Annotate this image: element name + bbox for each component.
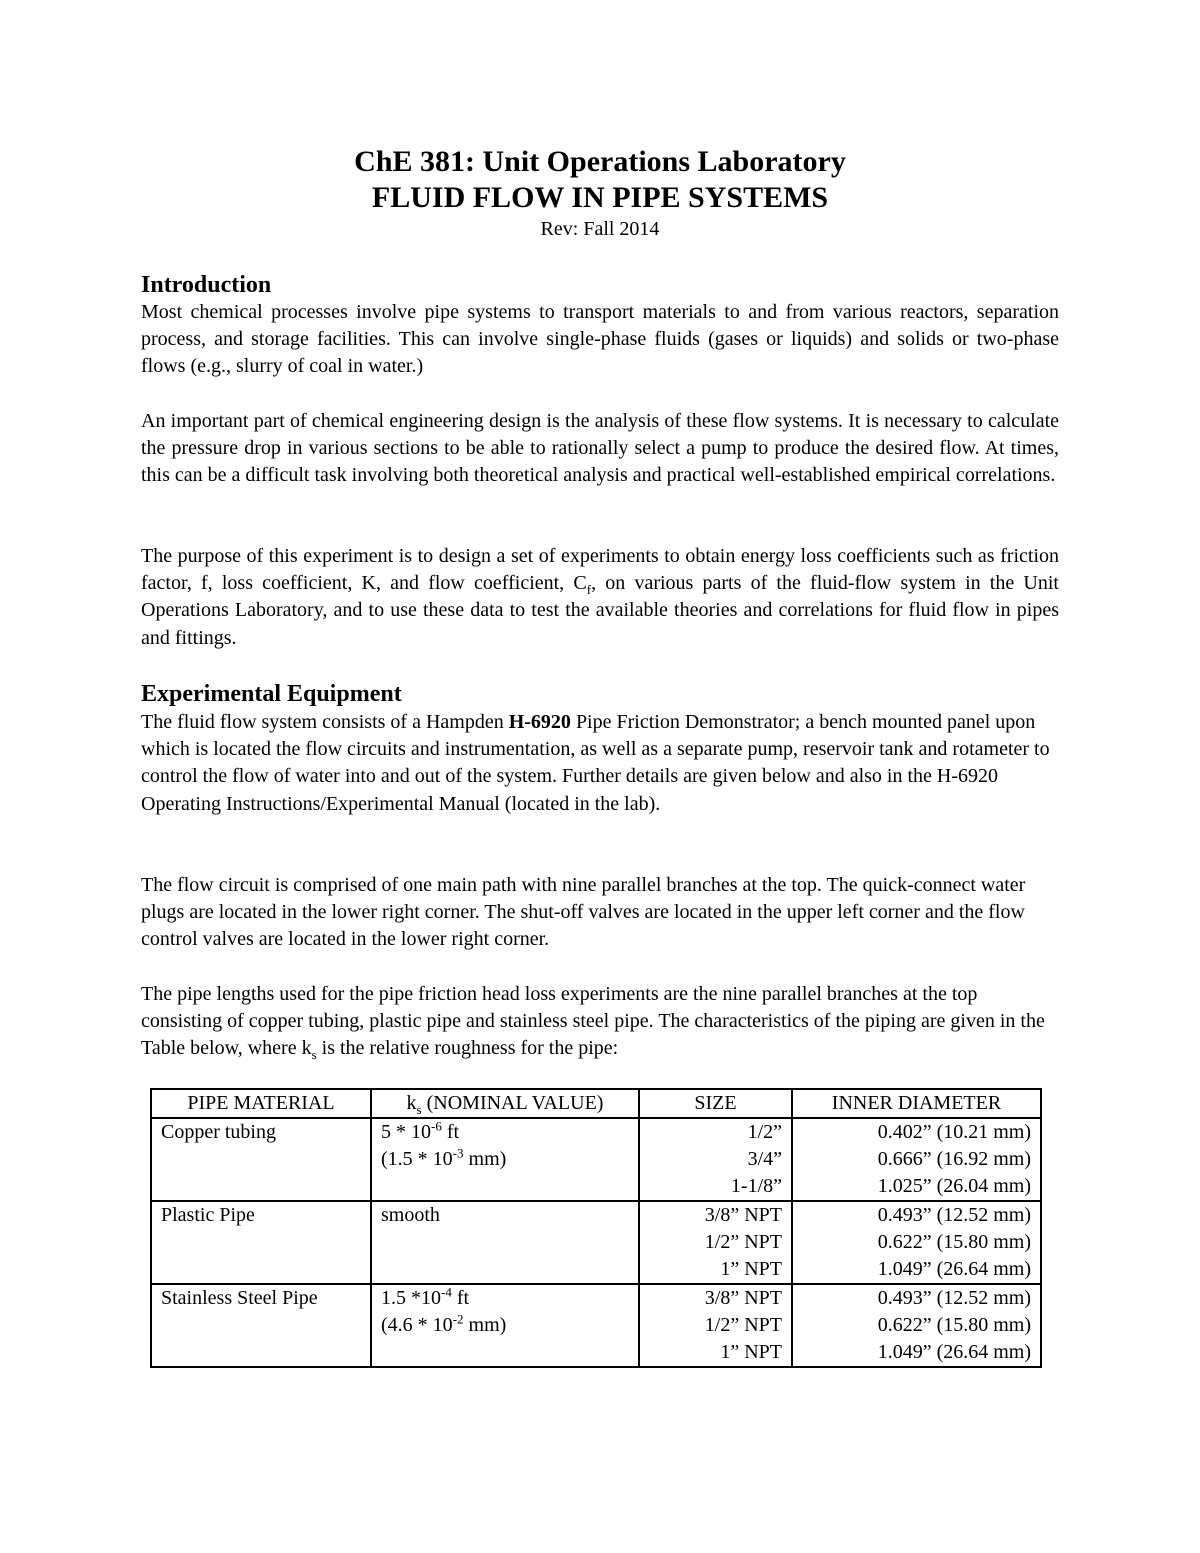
table-row (151, 1284, 1041, 1367)
header-text: k (406, 1092, 417, 1114)
subscript: s (311, 1047, 317, 1063)
roughness-ft (381, 1202, 629, 1229)
size-cell (639, 1284, 792, 1367)
roughness-text: 5 * 10 (381, 1121, 431, 1143)
table-row (151, 1118, 1041, 1201)
table-row (151, 1201, 1041, 1284)
exponent: -3 (452, 1145, 464, 1161)
pipe-characteristics-table (150, 1088, 1042, 1368)
size-value: 3/8” NPT (704, 1287, 782, 1309)
size-value: 1” NPT (720, 1258, 782, 1280)
subscript: s (416, 1102, 422, 1117)
header-roughness (371, 1089, 639, 1118)
header-size: SIZE (639, 1089, 792, 1118)
paragraph-text: , on various parts of the fluid-flow system in the Unit Operations Laboratory, and to use these data to test the available theories and correlations for fluid flow in pipes and fittings. (141, 572, 1059, 649)
size-value: 1/2” (747, 1121, 782, 1143)
diameter-cell (792, 1118, 1041, 1201)
size-value: 1/2” NPT (704, 1314, 782, 1336)
roughness-unit: mm) (463, 1148, 507, 1170)
size-value: 3/8” NPT (704, 1204, 782, 1226)
diameter-value: 1.025” (26.04 mm) (877, 1175, 1031, 1197)
diameter-value: 1.049” (26.64 mm) (877, 1258, 1031, 1280)
size-value: 1-1/8” (730, 1175, 782, 1197)
roughness-ft (381, 1119, 629, 1146)
roughness-cell (371, 1201, 639, 1284)
header-material: PIPE MATERIAL (151, 1089, 371, 1118)
course-title: ChE 381: Unit Operations Laboratory (354, 145, 846, 178)
paragraph-text: The fluid flow system consists of a Hampden (141, 711, 509, 733)
diameter-cell (792, 1201, 1041, 1284)
size-value: 3/4” (747, 1148, 782, 1170)
paragraph-text: is the relative roughness for the pipe: (316, 1037, 619, 1060)
subscript: f (586, 582, 592, 598)
roughness-ft (381, 1285, 629, 1312)
paragraph-text: Pipe Friction Demonstrator; a bench mounted panel upon which is located the flow circuits and instrumentation, as well as a separate pump, reservoir tank and rotameter to control the flow of water into and out of the system. Further details are given below and also in the H-6920 Operating Instructions/Experimental Manual (located in the lab). (141, 711, 1050, 815)
paragraph-text: The purpose of this experiment is to design a set of experiments to obtain energy loss coefficients such as friction factor, f, loss coefficient, K, and flow coefficient, C (141, 545, 1059, 595)
model-number: H-6920 (508, 711, 571, 733)
paragraph-text: The pipe lengths used for the pipe friction head loss experiments are the nine parallel branches at the top consisting of copper tubing, plastic pipe and stainless steel pipe. The characteristics of the piping are given in the Table below, where k (141, 983, 1045, 1060)
equipment-paragraph-3 (141, 981, 1061, 1063)
material-cell: Stainless Steel Pipe (151, 1284, 371, 1367)
exponent: -6 (431, 1118, 442, 1134)
roughness-text: smooth (381, 1204, 440, 1226)
diameter-value: 0.666” (16.92 mm) (877, 1148, 1031, 1170)
table-header-row (151, 1089, 1041, 1118)
size-cell (639, 1118, 792, 1201)
roughness-unit: ft (451, 1287, 470, 1309)
material-cell: Plastic Pipe (151, 1201, 371, 1284)
roughness-text: (1.5 * 10 (381, 1148, 453, 1170)
roughness-text: 1.5 *10 (381, 1287, 441, 1309)
exponent: -4 (441, 1284, 452, 1300)
roughness-unit: ft (441, 1121, 460, 1143)
revision-label: Rev: Fall 2014 (540, 218, 660, 240)
diameter-value: 0.622” (15.80 mm) (877, 1231, 1031, 1253)
equipment-paragraph-2: The flow circuit is comprised of one main path with nine parallel branches at the top. The quick-connect water plugs are located in the lower right corner. The shut-off valves are located in the upper left corner and the flow control valves are located in the lower right corner. (141, 874, 1026, 951)
diameter-value: 0.493” (12.52 mm) (877, 1287, 1031, 1309)
roughness-cell (371, 1284, 639, 1367)
equipment-heading: Experimental Equipment (141, 681, 402, 707)
size-value: 1/2” NPT (704, 1231, 782, 1253)
introduction-paragraph-1: Most chemical processes involve pipe systems to transport materials to and from various reactors, separation process, and storage facilities. This can involve single-phase fluids (gases or liquids) and solids or two-phase flows (e.g., slurry of coal in water.) (141, 301, 1059, 378)
roughness-unit: mm) (463, 1314, 507, 1336)
diameter-value: 0.493” (12.52 mm) (877, 1204, 1031, 1226)
exponent: -2 (452, 1311, 464, 1327)
diameter-value: 0.622” (15.80 mm) (877, 1314, 1031, 1336)
document-title: FLUID FLOW IN PIPE SYSTEMS (371, 181, 829, 214)
diameter-cell (792, 1284, 1041, 1367)
roughness-mm (381, 1312, 629, 1339)
roughness-cell (371, 1118, 639, 1201)
header-text: (NOMINAL VALUE) (421, 1092, 604, 1114)
header-diameter: INNER DIAMETER (792, 1089, 1041, 1118)
material-cell: Copper tubing (151, 1118, 371, 1201)
diameter-value: 1.049” (26.64 mm) (877, 1341, 1031, 1363)
size-cell (639, 1201, 792, 1284)
introduction-heading: Introduction (141, 272, 272, 298)
roughness-mm (381, 1146, 629, 1173)
introduction-paragraph-3 (141, 543, 1059, 652)
equipment-paragraph-1 (141, 709, 1061, 818)
introduction-paragraph-2: An important part of chemical engineering design is the analysis of these flow systems. It is necessary to calculate the pressure drop in various sections to be able to rationally select a pump to produce the desired flow. At times, this can be a difficult task involving both theoretical analysis and practical well-established empirical correlations. (141, 410, 1059, 487)
roughness-text: (4.6 * 10 (381, 1314, 453, 1336)
size-value: 1” NPT (720, 1341, 782, 1363)
diameter-value: 0.402” (10.21 mm) (877, 1121, 1031, 1143)
